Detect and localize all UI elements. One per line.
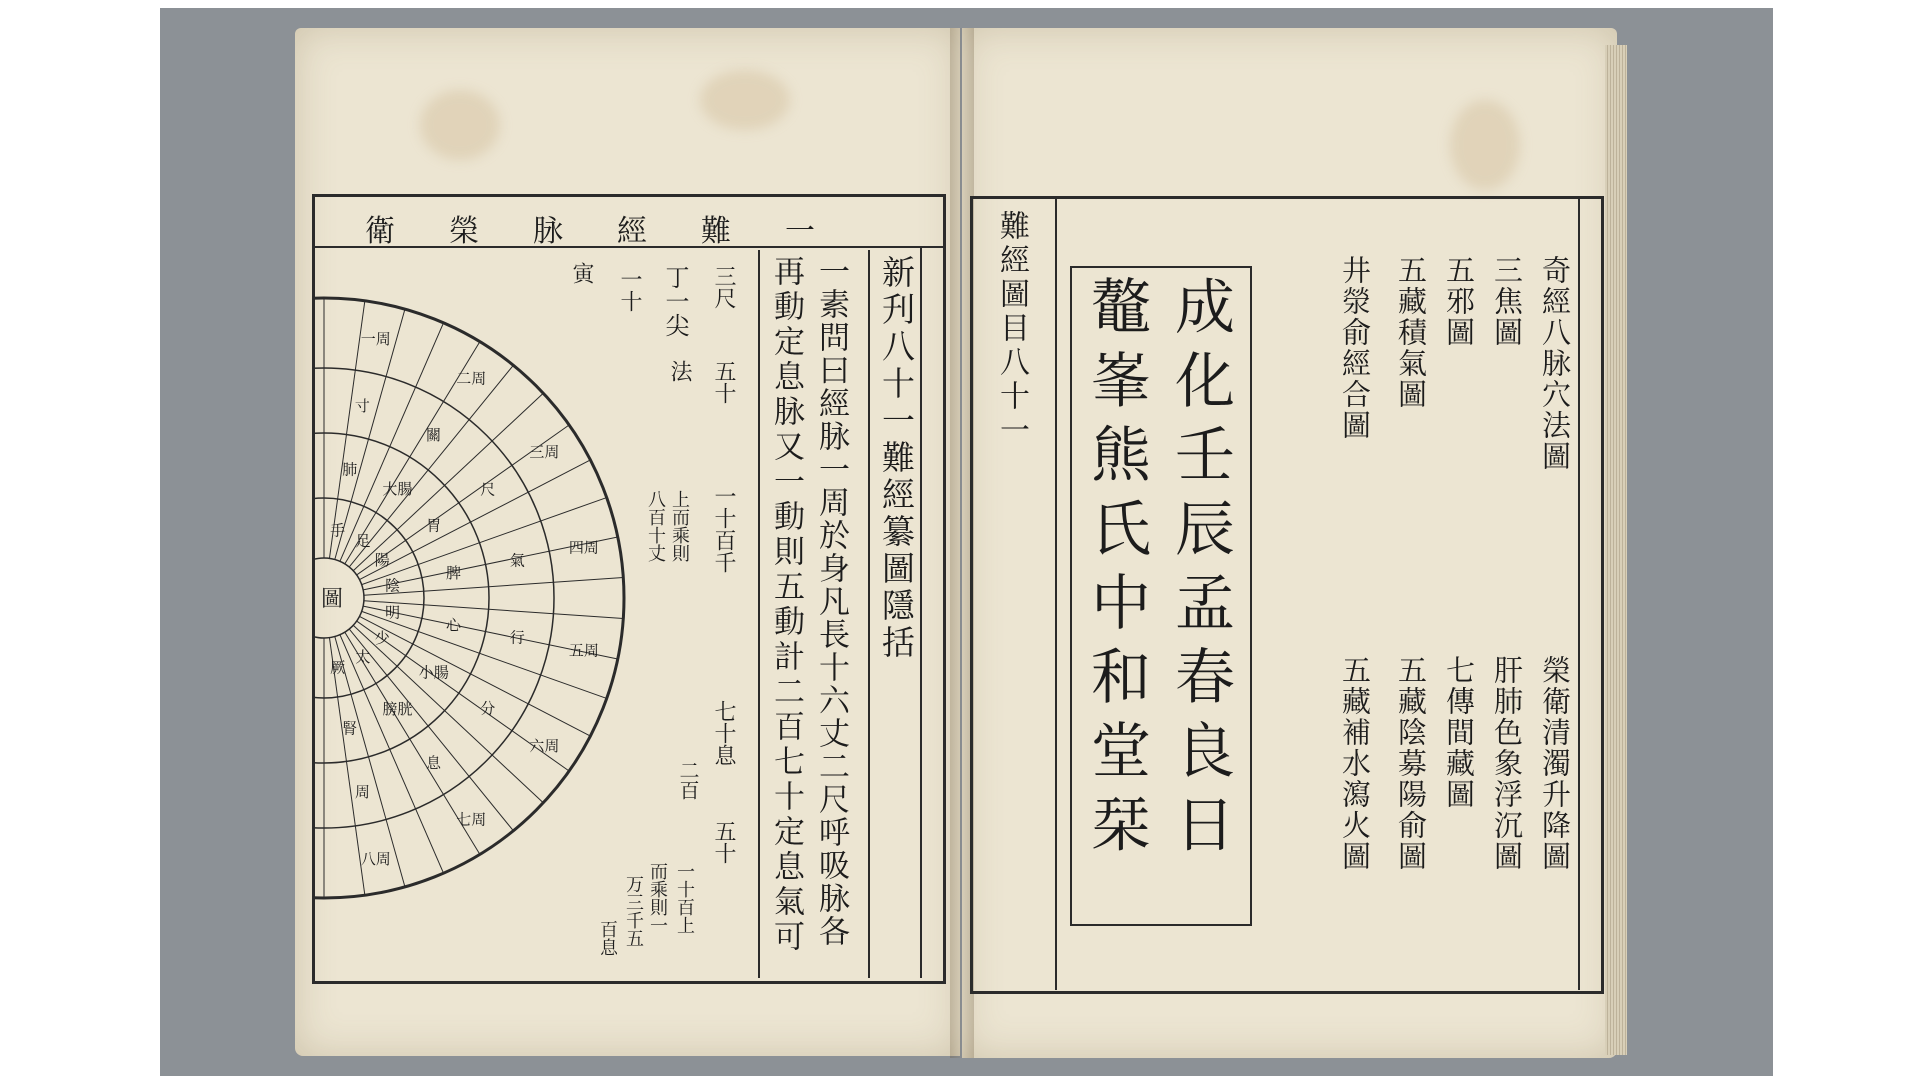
pulse-circulation-diagram xyxy=(312,248,652,976)
top-label-1: 一十 xyxy=(617,268,642,312)
method-label-1: 丁一尖 xyxy=(661,265,689,337)
diagram-ring-label: 大腸 xyxy=(382,480,413,499)
diagram-spoke xyxy=(329,301,364,559)
number-column-1: 三尺 xyxy=(711,265,736,309)
toc-upper-item: 井滎俞經合圖 xyxy=(1338,255,1372,441)
number-column-2: 五十 xyxy=(711,360,736,404)
column-rule xyxy=(868,250,870,978)
diagram-ring-label: 太 xyxy=(355,648,371,667)
column-rule xyxy=(758,250,760,978)
multiply-note-5: 百息 xyxy=(597,920,618,956)
number-column-3: 一十百千 xyxy=(711,485,736,573)
diagram-ring-label: 脾 xyxy=(445,564,461,583)
page-edges xyxy=(1605,45,1627,1055)
diagram-spoke xyxy=(360,460,591,583)
toc-upper-item: 三焦圖 xyxy=(1490,255,1524,348)
toc-lower-item: 肝肺色象浮沉圖 xyxy=(1490,655,1524,872)
diagram-ring-label: 膀胱 xyxy=(382,699,413,718)
paper-stain xyxy=(420,90,500,160)
paper-stain xyxy=(1450,100,1520,190)
diagram-ring-label: 手 xyxy=(330,521,346,540)
diagram-ring-label: 關 xyxy=(425,426,441,445)
multiply-note-1: 上而乘則 xyxy=(669,490,690,562)
diagram-ring-label: 明 xyxy=(385,603,401,622)
diagram-ring-label: 六周 xyxy=(529,737,560,756)
diagram-ring-label: 八周 xyxy=(360,849,391,868)
right-inner-rule xyxy=(1578,196,1580,990)
diagram-ring-label: 七周 xyxy=(456,810,487,829)
method-label-3: 二百 xyxy=(676,760,700,800)
toc-upper-item: 奇經八脉穴法圖 xyxy=(1538,255,1572,472)
multiply-note-4: 万三千五 xyxy=(623,875,644,947)
diagram-ring xyxy=(312,298,624,898)
diagram-ring-label: 周 xyxy=(354,783,370,802)
diagram-spoke xyxy=(360,616,591,736)
diagram-ring-label: 胃 xyxy=(426,516,442,535)
diagram-ring-label: 分 xyxy=(480,699,496,718)
toc-lower-item: 榮衛清濁升降圖 xyxy=(1538,655,1572,872)
diagram-center-label: 圖 xyxy=(320,587,344,612)
diagram-spoke xyxy=(349,629,513,831)
text-column-1: 一素問曰經脉一周於身凡長十六丈二尺呼吸脉各 xyxy=(813,255,849,948)
diagram-ring-label: 尺 xyxy=(480,480,496,499)
diagram-ring-label: 肺 xyxy=(342,460,358,479)
diagram-ring-label: 厥 xyxy=(330,658,346,677)
title-column: 新刋八十一難經纂圖隱括 xyxy=(877,255,916,662)
diagram-ring-label: 息 xyxy=(425,753,441,772)
diagram-spokes xyxy=(324,298,623,898)
toc-lower-item: 五藏補水瀉火圖 xyxy=(1338,655,1372,872)
diagram-ring-label: 四周 xyxy=(568,538,599,557)
side-title-rule xyxy=(1055,196,1057,990)
paper-stain xyxy=(700,70,790,130)
toc-upper-item: 五藏積氣圖 xyxy=(1394,255,1428,410)
number-column-5: 五十 xyxy=(711,820,736,864)
diagram-ring-label: 小腸 xyxy=(418,663,449,682)
diagram-rings xyxy=(312,298,624,898)
text-column-2: 再動定息脉又一動則五動計二百七十定息氣可 xyxy=(768,255,804,955)
diagram-ring-label: 陰 xyxy=(385,576,401,595)
side-title: 難經圖目八十一 xyxy=(994,210,1029,448)
left-page-header: 衛榮脉經難一 xyxy=(365,214,869,249)
diagram-spoke xyxy=(349,365,513,570)
diagram-ring-label: 二周 xyxy=(456,369,487,388)
diagram-ring-label: 寸 xyxy=(354,396,370,415)
number-column-6: 一十百上 xyxy=(674,862,695,934)
top-label-2: 寅 xyxy=(569,262,594,284)
diagram-ring-label: 少 xyxy=(374,628,390,647)
colophon-line-2: 鼇峯熊氏中和堂栞 xyxy=(1081,275,1151,867)
multiply-note-3: 而乘則一 xyxy=(647,862,668,934)
diagram-spoke xyxy=(364,601,623,619)
diagram-ring-label: 陽 xyxy=(374,551,390,570)
diagram-ring-label: 五周 xyxy=(568,641,599,660)
inner-border-rule xyxy=(920,246,922,978)
diagram-ring-label: 心 xyxy=(445,615,461,634)
colophon-line-1: 成化壬辰孟春良日 xyxy=(1165,275,1235,867)
multiply-note-2: 八百十丈 xyxy=(645,490,666,562)
diagram-ring-label: 氣 xyxy=(509,551,525,570)
diagram-ring-label: 腎 xyxy=(342,719,358,738)
diagram-spoke xyxy=(364,578,623,596)
diagram-ring-label: 三周 xyxy=(529,442,560,461)
toc-upper-item: 五邪圖 xyxy=(1442,255,1476,348)
method-label-2: 法 xyxy=(667,360,692,382)
number-column-4: 七十息 xyxy=(711,700,736,766)
diagram-ring-label: 行 xyxy=(509,628,525,647)
diagram-ring-label: 一周 xyxy=(360,330,391,349)
toc-lower-item: 七傳間藏圖 xyxy=(1442,655,1476,810)
diagram-ring-label: 足 xyxy=(355,531,371,550)
toc-lower-item: 五藏陰募陽俞圖 xyxy=(1394,655,1428,872)
